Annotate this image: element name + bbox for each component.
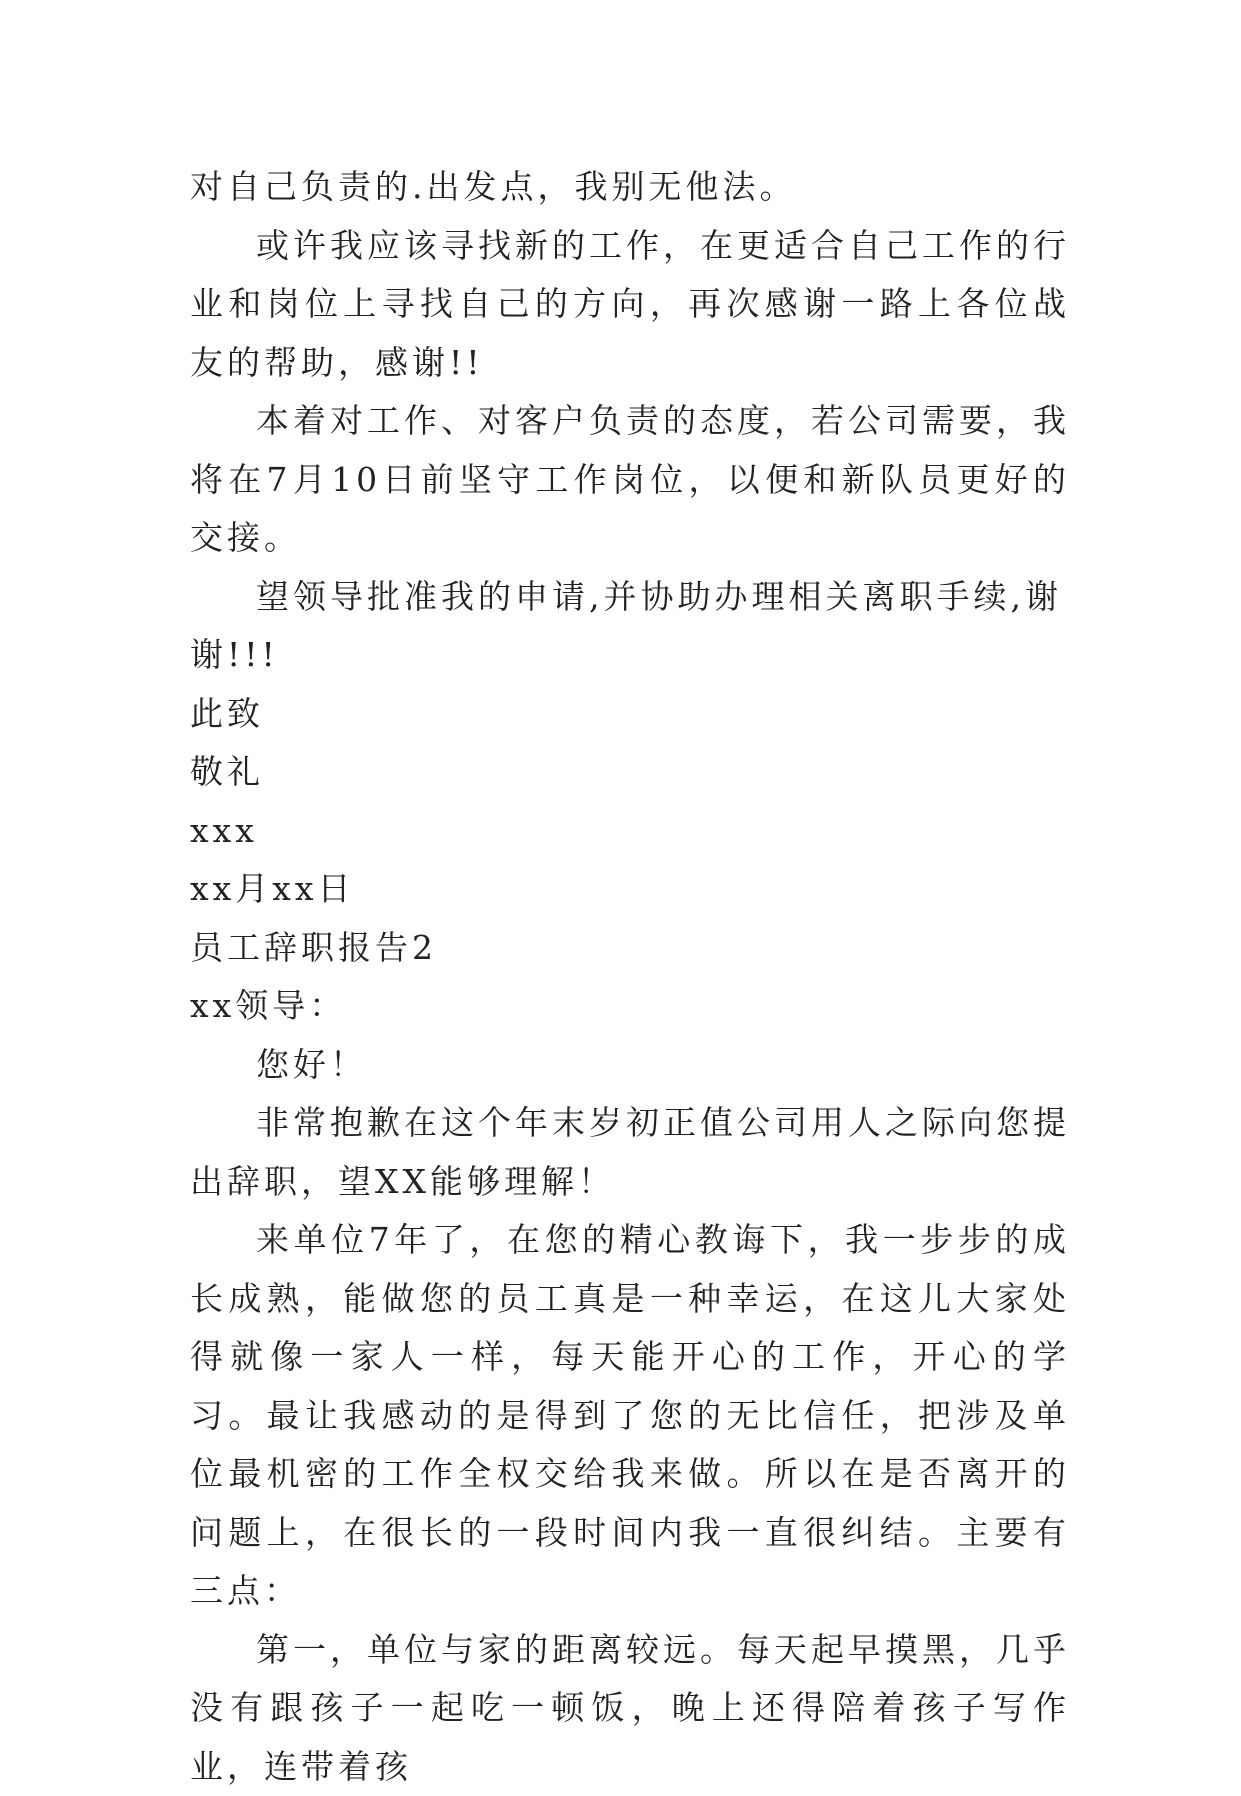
paragraph-continuation: 对自己负责的.出发点，我别无他法。 (190, 158, 1070, 217)
closing-regards: 敬礼 (190, 743, 1070, 802)
paragraph-new-job: 或许我应该寻找新的工作，在更适合自己工作的行业和岗位上寻找自己的方向，再次感谢一路上各位战友的帮助，感谢!! (190, 217, 1070, 393)
signature-date: xx月xx日 (190, 860, 1070, 919)
paragraph-apology: 非常抱歉在这个年末岁初正值公司用人之际向您提出辞职，望XX能够理解！ (190, 1094, 1070, 1211)
signature-name: xxx (190, 802, 1070, 861)
document-body (190, 158, 1070, 1796)
letter-addressee: xx领导： (190, 977, 1070, 1036)
closing-salutation: 此致 (190, 685, 1070, 744)
paragraph-reason-one: 第一，单位与家的距离较远。每天起早摸黑，几乎没有跟孩子一起吃一顿饭，晚上还得陪着孩子写作业，连带着孩 (190, 1621, 1070, 1796)
paragraph-handover: 本着对工作、对客户负责的态度，若公司需要，我将在7月10日前坚守工作岗位，以便和新队员更好的交接。 (190, 392, 1070, 568)
paragraph-background: 来单位7年了，在您的精心教诲下，我一步步的成长成熟，能做您的员工真是一种幸运，在这儿大家处得就像一家人一样，每天能开心的工作，开心的学习。最让我感动的是得到了您的无比信任，把涉及单位最机密的工作全权交给我来做。所以在是否离开的问题上，在很长的一段时间内我一直很纠结。主要有三点： (190, 1211, 1070, 1621)
paragraph-request: 望领导批准我的申请,并协助办理相关离职手续,谢谢!!! (190, 568, 1070, 685)
letter-greeting: 您好！ (190, 1036, 1070, 1095)
section-title: 员工辞职报告2 (190, 919, 1070, 978)
